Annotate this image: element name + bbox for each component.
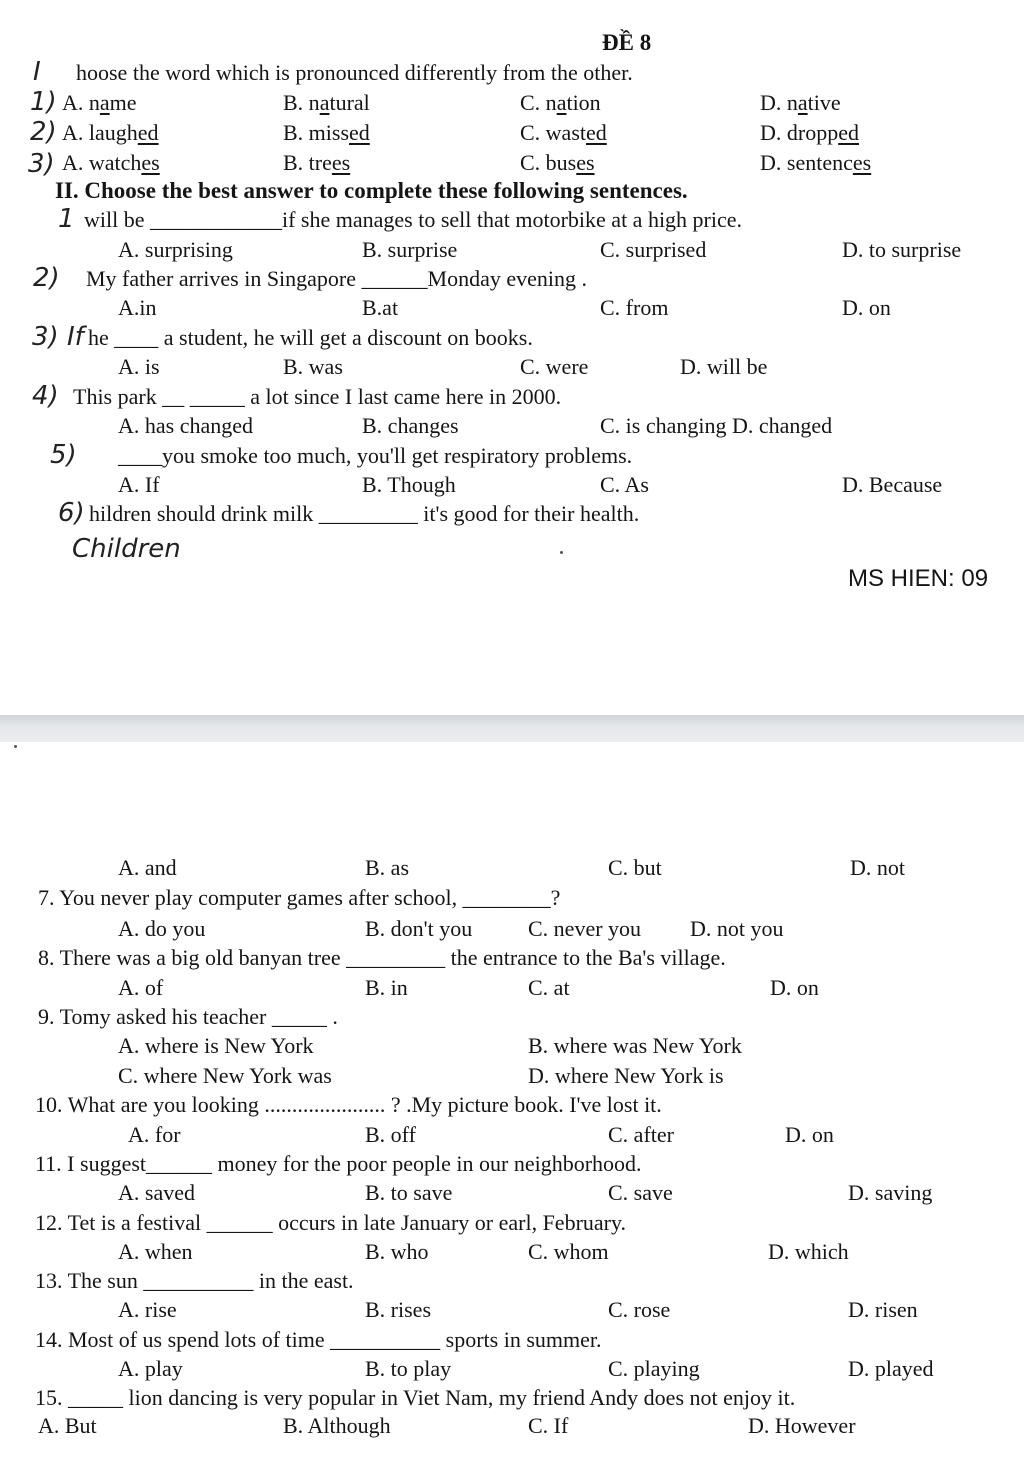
- section1-instruction: hoose the word which is pronounced differently from the other.: [76, 60, 633, 85]
- q11-option-d: D. saving: [848, 1180, 933, 1205]
- q11-stem: 11. I suggest______ money for the poor people in our neighborhood.: [35, 1151, 642, 1176]
- s2-q4-option-b: B. changes: [362, 413, 459, 438]
- s1-q3-option-d: D. sentences: [760, 150, 872, 175]
- s2-q2-number: 2): [33, 263, 60, 293]
- q6-option-a: A. and: [118, 855, 177, 880]
- s2-q2-option-b: B.at: [362, 295, 399, 320]
- q8-option-d: D. on: [770, 975, 819, 1000]
- s1-q1-option-d: D. native: [760, 90, 841, 115]
- q6-option-d: D. not: [850, 855, 905, 880]
- s2-q4-option-c: C. is changing D. changed: [600, 413, 833, 438]
- q12-option-c: C. whom: [528, 1239, 609, 1264]
- q14-option-d: D. played: [848, 1356, 934, 1381]
- s2-q6-stem: hildren should drink milk _________ it's good for their health.: [89, 501, 640, 526]
- s2-q1-option-b: B. surprise: [362, 237, 458, 262]
- s2-q2-option-d: D. on: [842, 295, 891, 320]
- s1-q3-option-b: B. trees: [283, 150, 351, 175]
- s2-q4-option-a: A. has changed: [118, 413, 254, 438]
- s1-q1-option-c: C. nation: [520, 90, 601, 115]
- page-divider: [0, 715, 1024, 742]
- q6-option-c: C. but: [608, 855, 662, 880]
- s2-q1-option-a: A. surprising: [118, 237, 233, 262]
- s1-q3-option-c: C. buses: [520, 150, 595, 175]
- q14-option-c: C. playing: [608, 1356, 700, 1381]
- s2-q5-number: 5): [50, 440, 77, 470]
- s1-q2-number: 2): [30, 117, 57, 147]
- q15-option-a: A. But: [38, 1413, 97, 1438]
- q15-option-d: D. However: [748, 1413, 856, 1438]
- s2-q5-option-a: A. If: [118, 472, 160, 497]
- q13-option-b: B. rises: [365, 1297, 431, 1322]
- q14-option-b: B. to play: [365, 1356, 452, 1381]
- s2-q5-option-d: D. Because: [842, 472, 943, 497]
- q12-option-a: A. when: [118, 1239, 193, 1264]
- q10-option-d: D. on: [785, 1122, 834, 1147]
- s2-q3-option-a: A. is: [118, 354, 160, 379]
- s2-q5-option-b: B. Though: [362, 472, 456, 497]
- s2-q5-stem: ____you smoke too much, you'll get respiratory problems.: [118, 443, 633, 468]
- s2-q1-option-c: C. surprised: [600, 237, 707, 262]
- q8-stem: 8. There was a big old banyan tree _________ the entrance to the Ba's village.: [38, 945, 726, 970]
- s1-q2-option-c: C. wasted: [520, 120, 607, 145]
- q15-option-c: C. If: [528, 1413, 569, 1438]
- q6-option-b: B. as: [365, 855, 409, 880]
- q10-stem: 10. What are you looking ...................... ? .My picture book. I've lost it.: [35, 1092, 662, 1117]
- q8-option-b: B. in: [365, 975, 408, 1000]
- s2-q2-option-a: A.in: [118, 295, 157, 320]
- q10-option-a: A. for: [128, 1122, 181, 1147]
- section1-marker: I: [33, 57, 41, 87]
- q8-option-a: A. of: [118, 975, 164, 1000]
- q10-option-c: C. after: [608, 1122, 674, 1147]
- q12-stem: 12. Tet is a festival ______ occurs in late January or earl, February.: [35, 1210, 627, 1235]
- s2-q4-number: 4): [32, 381, 59, 411]
- q12-option-d: D. which: [768, 1239, 849, 1264]
- q7-option-a: A. do you: [118, 916, 206, 941]
- page-title: ĐỀ 8: [602, 30, 652, 55]
- worksheet-page-1: [0, 0, 1024, 715]
- q14-stem: 14. Most of us spend lots of time __________ sports in summer.: [35, 1327, 602, 1352]
- s1-q3-number: 3): [28, 149, 55, 179]
- s2-q1-stem: will be ____________if she manages to sell that motorbike at a high price.: [84, 207, 743, 232]
- s1-q2-option-a: A. laughed: [62, 120, 159, 145]
- s1-q1-number: 1): [30, 87, 57, 117]
- q10-option-b: B. off: [365, 1122, 416, 1147]
- q7-option-b: B. don't you: [365, 916, 473, 941]
- s2-q6-number: 6): [58, 498, 85, 528]
- q15-option-b: B. Although: [283, 1413, 391, 1438]
- q8-option-c: C. at: [528, 975, 570, 1000]
- s2-q1-option-d: D. to surprise: [842, 237, 962, 262]
- speck: [14, 745, 17, 748]
- s1-q3-option-a: A. watches: [62, 150, 160, 175]
- section2-instruction: II. Choose the best answer to complete these following sentences.: [55, 178, 688, 203]
- s2-q5-option-c: C. As: [600, 472, 649, 497]
- s1-q1-option-b: B. natural: [283, 90, 370, 115]
- s1-q2-option-b: B. missed: [283, 120, 370, 145]
- s2-q4-stem: This park __ _____ a lot since I last came here in 2000.: [73, 384, 562, 409]
- s1-q1-option-a: A. name: [62, 90, 137, 115]
- teacher-label: MS HIEN: 09: [848, 565, 989, 592]
- s2-q3-option-b: B. was: [283, 354, 343, 379]
- q7-stem: 7. You never play computer games after school, ________?: [38, 885, 561, 910]
- q11-option-a: A. saved: [118, 1180, 195, 1205]
- q9-option-c: C. where New York was: [118, 1063, 332, 1088]
- q13-option-c: C. rose: [608, 1297, 671, 1322]
- s2-q3-option-c: C. were: [520, 354, 589, 379]
- s1-q2-option-d: D. dropped: [760, 120, 859, 145]
- q9-option-a: A. where is New York: [118, 1033, 314, 1058]
- q9-option-b: B. where was New York: [528, 1033, 742, 1058]
- q11-option-b: B. to save: [365, 1180, 453, 1205]
- s2-q3-number: 3): [32, 322, 59, 352]
- s2-q3-handwritten-if: If: [67, 322, 84, 352]
- q13-option-d: D. risen: [848, 1297, 918, 1322]
- q14-option-a: A. play: [118, 1356, 183, 1381]
- q7-option-c: C. never you: [528, 916, 642, 941]
- s2-q2-option-c: C. from: [600, 295, 669, 320]
- s2-q2-stem: My father arrives in Singapore ______Monday evening .: [86, 266, 587, 291]
- q15-stem: 15. _____ lion dancing is very popular in Viet Nam, my friend Andy does not enjoy it.: [35, 1385, 796, 1410]
- q13-option-a: A. rise: [118, 1297, 177, 1322]
- s2-q3-stem: he ____ a student, he will get a discount on books.: [88, 325, 533, 350]
- worksheet-page-2: [0, 742, 1024, 1461]
- q9-option-d: D. where New York is: [528, 1063, 724, 1088]
- handwritten-children: Children: [72, 534, 181, 564]
- speck: [560, 551, 563, 554]
- s2-q1-number: 1: [58, 204, 75, 234]
- q11-option-c: C. save: [608, 1180, 673, 1205]
- q12-option-b: B. who: [365, 1239, 429, 1264]
- q7-option-d: D. not you: [690, 916, 784, 941]
- q9-stem: 9. Tomy asked his teacher _____ .: [38, 1004, 338, 1029]
- q13-stem: 13. The sun __________ in the east.: [35, 1268, 354, 1293]
- s2-q3-option-d: D. will be: [680, 354, 768, 379]
